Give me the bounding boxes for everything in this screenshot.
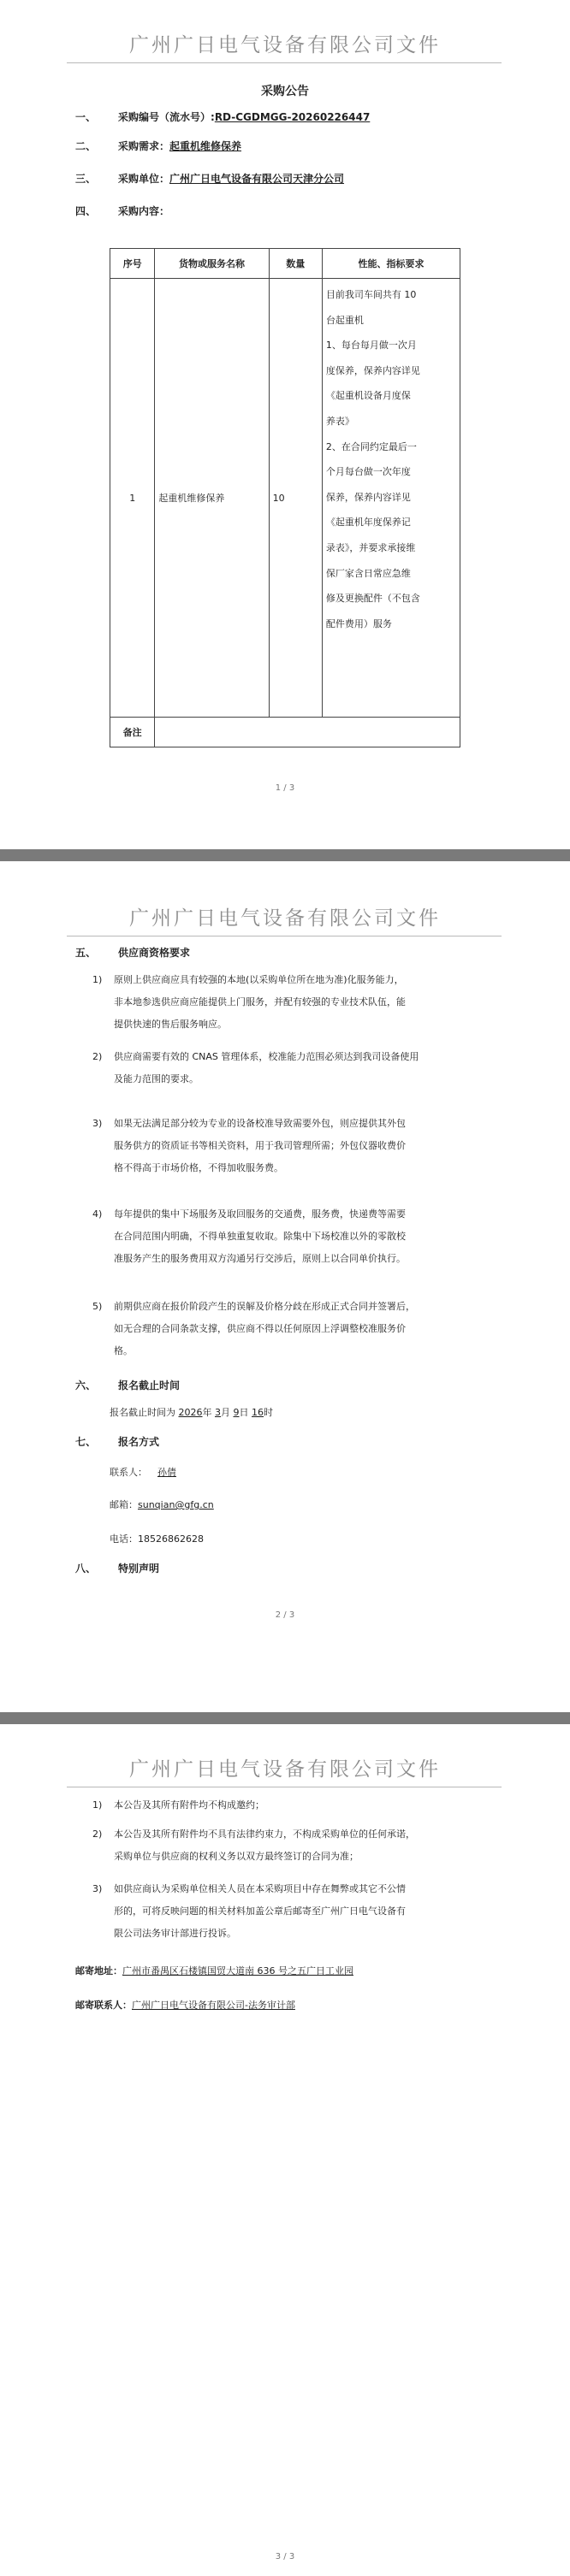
section-seven-label: 报名方式 — [118, 1436, 160, 1448]
paragraph-line: 及能力范围的要求。 — [114, 1073, 199, 1084]
row-service-name: 起重机维修保养 — [155, 279, 269, 718]
remark-value — [155, 718, 460, 747]
section-number: 五、 — [75, 947, 97, 959]
page-number: 2 / 3 — [275, 1610, 295, 1620]
paragraph-line: 采购单位与供应商的权利义务以双方最终签订的合同为准； — [114, 1851, 359, 1862]
deadline-hour: 16 — [252, 1407, 264, 1418]
section-number: 二、 — [75, 140, 97, 152]
page-header-title: 广州广日电气设备有限公司文件 — [129, 907, 441, 930]
mail-recipient-row: 邮寄联系人：广州广日电气设备有限公司-法务审计部 — [75, 2000, 295, 2011]
remark-label: 备注 — [110, 718, 155, 747]
mail-recipient: 广州广日电气设备有限公司-法务审计部 — [132, 2000, 295, 2011]
paragraph-line: 如无合理的合同条款支撑，供应商不得以任何原因上浮调整校准服务价 — [114, 1323, 406, 1334]
section-number: 四、 — [75, 205, 97, 217]
mail-address-row: 邮寄地址：广州市番禺区石楼镇国贸大道南 636 号之五广日工业园 — [75, 1965, 353, 1976]
table-header: 序号 — [110, 249, 155, 279]
statement-paragraph — [114, 1878, 495, 1945]
contact-person: 孙倩 — [157, 1467, 176, 1478]
section-label: 采购需求：起重机维修保养 — [118, 140, 242, 152]
deadline-month: 3 — [215, 1407, 221, 1418]
requirement-line: 录表》，并要求承接维 — [325, 541, 416, 553]
section-label: 采购单位：广州广日电气设备有限公司天津分公司 — [118, 173, 345, 185]
table-row — [110, 279, 460, 718]
procurement-unit: 广州广日电气设备有限公司天津分公司 — [169, 173, 345, 185]
row-quantity: 10 — [269, 279, 322, 718]
section-eight-label: 特别声明 — [118, 1563, 160, 1575]
qualification-number: 5) — [92, 1301, 103, 1312]
statement-paragraph — [114, 1823, 495, 1868]
section-number: 三、 — [75, 173, 97, 185]
page-2 — [0, 861, 570, 1712]
requirement-line: 2、在合同约定最后一 — [325, 440, 417, 452]
document-title: 采购公告 — [261, 85, 309, 98]
page-3 — [0, 1724, 570, 2576]
page-separator — [0, 1712, 570, 1724]
paragraph-line: 如果无法满足部分较为专业的设备校准导致需要外包，则应提供其外包 — [114, 1118, 406, 1129]
table-header: 数量 — [269, 249, 322, 279]
paragraph-line: 原则上供应商应具有较强的本地(以采购单位所在地为准)化服务能力， — [114, 974, 404, 985]
qualification-number: 3) — [92, 1118, 103, 1129]
page-1 — [0, 0, 570, 849]
page-header-title: 广州广日电气设备有限公司文件 — [129, 1758, 441, 1781]
contact-email-row: 邮箱：sunqian@gfg.cn — [110, 1499, 214, 1510]
requirement-line: 配件费用）服务 — [325, 617, 392, 629]
table-header-row — [110, 249, 460, 279]
contact-phone: 18526862628 — [138, 1533, 204, 1545]
requirement-line: 台起重机 — [325, 314, 364, 326]
requirement-line: 养表》 — [325, 415, 354, 427]
table-header: 性能、指标要求 — [322, 249, 460, 279]
requirement-line: 《起重机年度保养记 — [325, 517, 411, 529]
section-number: 六、 — [75, 1380, 97, 1391]
section-number: 八、 — [75, 1563, 97, 1575]
qualification-paragraph — [114, 1113, 495, 1179]
paragraph-line: 提供快速的售后服务响应。 — [114, 1019, 227, 1030]
page-separator — [0, 849, 570, 861]
contact-email[interactable]: sunqian@gfg.cn — [138, 1499, 214, 1510]
page-number: 3 / 3 — [275, 2552, 295, 2561]
mail-address: 广州市番禺区石楼镇国贸大道南 636 号之五广日工业园 — [122, 1965, 353, 1976]
paragraph-line: 限公司法务审计部进行投诉。 — [114, 1928, 236, 1939]
section-six-label: 报名截止时间 — [118, 1380, 181, 1391]
statement-number: 2) — [92, 1829, 103, 1840]
paragraph-line: 供应商需要有效的 CNAS 管理体系，校准能力范围必须达到我司设备使用 — [114, 1051, 419, 1062]
section-number: 一、 — [75, 111, 97, 123]
paragraph-line: 在合同范围内明确，不得单独重复收取。除集中下场校准以外的零散校 — [114, 1231, 406, 1242]
procurement-table — [110, 248, 460, 747]
contact-phone-row: 电话：18526862628 — [110, 1533, 204, 1545]
qualification-paragraph — [114, 1296, 495, 1362]
requirement-line: 《起重机设备月度保 — [325, 390, 411, 402]
header-divider — [67, 62, 502, 63]
requirement-line: 个月每台做一次年度 — [325, 466, 411, 478]
requirement-line: 1、每台每月做一次月 — [325, 340, 417, 352]
requirement-list — [326, 282, 458, 636]
qualification-paragraph — [114, 1046, 495, 1090]
table-remark-row — [110, 718, 460, 747]
paragraph-line: 前期供应商在报价阶段产生的误解及价格分歧在形成正式合同并签署后， — [114, 1301, 415, 1312]
qualification-paragraph — [114, 969, 495, 1036]
row-index: 1 — [110, 279, 155, 718]
row-requirements — [322, 279, 460, 718]
paragraph-line: 每年提供的集中下场服务及取回服务的交通费，服务费，快递费等需要 — [114, 1208, 406, 1220]
paragraph-line: 格不得高于市场价格，不得加收服务费。 — [114, 1162, 283, 1173]
statement-paragraph — [114, 1794, 495, 1817]
statement-number: 3) — [92, 1883, 103, 1894]
deadline-day: 9 — [233, 1407, 240, 1418]
requirement-line: 保厂家含日常应急维 — [325, 567, 411, 579]
deadline-year: 2026 — [178, 1407, 203, 1418]
table-header: 货物或服务名称 — [155, 249, 269, 279]
contact-person-row: 联系人： 孙倩 — [110, 1465, 187, 1479]
requirement-line: 度保养，保养内容详见 — [325, 364, 420, 376]
procurement-demand: 起重机维修保养 — [169, 140, 242, 152]
statement-number: 1) — [92, 1799, 103, 1811]
requirement-line: 保养，保养内容详见 — [325, 491, 411, 503]
paragraph-line: 格。 — [114, 1345, 133, 1356]
page-number: 1 / 3 — [275, 783, 295, 793]
paragraph-line: 非本地参选供应商应能提供上门服务，并配有较强的专业技术队伍，能 — [114, 996, 406, 1007]
paragraph-line: 准服务产生的服务费用双方沟通另行交涉后，原则上以合同单价执行。 — [114, 1253, 406, 1264]
paragraph-line: 形的，可将反映问题的相关材料加盖公章后邮寄至广州广日电气设备有 — [114, 1905, 406, 1917]
paragraph-line: 服务供方的资质证书等相关资料，用于我司管理所需；外包仪器收费价 — [114, 1140, 406, 1151]
deadline-text: 报名截止时间为 2026年 3月 9日 16时 — [110, 1407, 273, 1418]
qualification-paragraph — [114, 1203, 495, 1270]
qualification-number: 2) — [92, 1051, 103, 1062]
paragraph-line: 本公告及其所有附件均不具有法律约束力，不构成采购单位的任何承诺， — [114, 1829, 415, 1840]
paragraph-line: 如供应商认为采购单位相关人员在本采购项目中存在舞弊或其它不公情 — [114, 1883, 406, 1894]
requirement-line: 目前我司车间共有 10 — [325, 289, 417, 300]
section-label: 采购内容： — [118, 205, 170, 217]
qualification-number: 1) — [92, 974, 103, 985]
section-label: 采购编号（流水号）:RD-CGDMGG-20260226447 — [118, 111, 371, 123]
section-number: 七、 — [75, 1436, 97, 1448]
qualification-number: 4) — [92, 1208, 103, 1220]
section-five-label: 供应商资格要求 — [118, 947, 191, 959]
requirement-line: 修及更换配件（不包含 — [325, 593, 420, 605]
procurement-number: RD-CGDMGG-20260226447 — [214, 111, 371, 123]
page-header-title: 广州广日电气设备有限公司文件 — [129, 34, 441, 56]
paragraph-line: 本公告及其所有附件均不构成邀约； — [114, 1799, 264, 1811]
